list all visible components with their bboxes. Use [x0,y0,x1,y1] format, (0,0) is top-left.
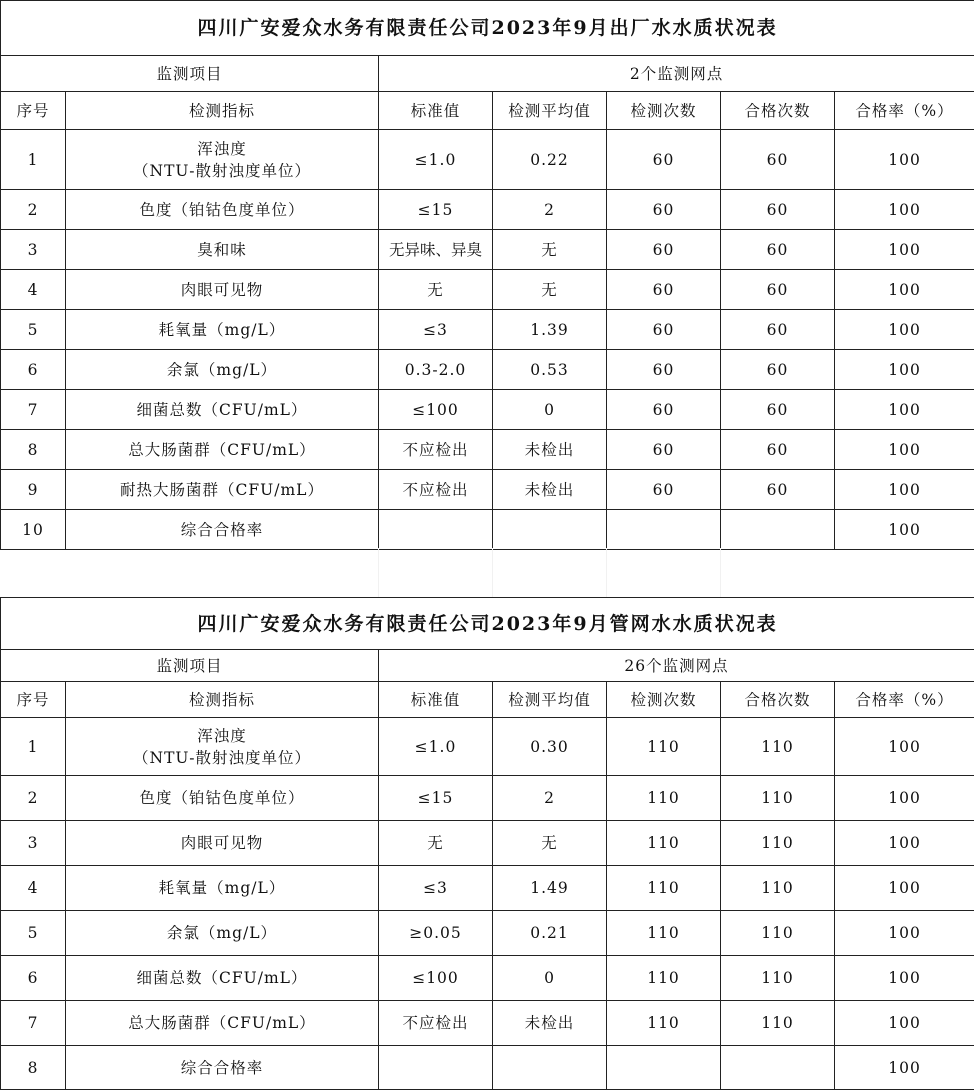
cell-standard: ≥0.05 [379,911,493,956]
cell-no: 2 [1,776,66,821]
cell-pass: 60 [721,130,835,190]
col-header-standard: 标准值 [379,682,493,718]
cell-count [607,510,721,550]
monitoring-sites-header: 2个监测网点 [379,56,974,92]
cell-average: 未检出 [493,430,607,470]
cell-indicator: 肉眼可见物 [66,270,379,310]
cell-count: 60 [607,130,721,190]
cell-average: 0.21 [493,911,607,956]
cell-standard: ≤3 [379,866,493,911]
cell-count: 60 [607,230,721,270]
table-row [1,911,974,956]
cell-count [607,1046,721,1090]
cell-indicator: 肉眼可见物 [66,821,379,866]
cell-no: 10 [1,510,66,550]
cell-average: 未检出 [493,1001,607,1046]
cell-indicator: 臭和味 [66,230,379,270]
cell-count: 110 [607,821,721,866]
cell-count: 110 [607,956,721,1001]
cell-standard [379,1046,493,1090]
cell-count: 110 [607,776,721,821]
table-body [1,1,974,550]
cell-indicator: 耐热大肠菌群（CFU/mL） [66,470,379,510]
cell-count: 110 [607,866,721,911]
cell-standard: 无异味、异臭 [379,230,493,270]
cell-standard: 不应检出 [379,1001,493,1046]
cell-no: 8 [1,1046,66,1090]
cell-standard [379,510,493,550]
cell-count: 60 [607,430,721,470]
cell-pass: 60 [721,350,835,390]
cell-standard: 无 [379,270,493,310]
cell-average: 0 [493,390,607,430]
cell-rate: 100 [835,911,974,956]
table-row [1,776,974,821]
cell-count: 60 [607,350,721,390]
cell-no: 4 [1,270,66,310]
cell-standard: 不应检出 [379,430,493,470]
indicator-line-1: 浑浊度 [197,139,247,158]
cell-standard: ≤1.0 [379,718,493,776]
cell-rate: 100 [835,310,974,350]
col-header-average: 检测平均值 [493,682,607,718]
cell-average: 1.39 [493,310,607,350]
cell-indicator: 余氯（mg/L） [66,350,379,390]
monitoring-project-header: 监测项目 [1,650,379,682]
table-body [1,598,974,1090]
cell-average: 1.49 [493,866,607,911]
indicator-line-1: 浑浊度 [197,726,247,745]
col-header-no: 序号 [1,682,66,718]
table-title: 四川广安爱众水务有限责任公司2023年9月出厂水水质状况表 [1,1,974,56]
table-row [1,130,974,190]
cell-rate: 100 [835,956,974,1001]
cell-pass: 110 [721,821,835,866]
table-row [1,470,974,510]
cell-pass: 110 [721,956,835,1001]
col-header-pass: 合格次数 [721,92,835,130]
cell-no: 1 [1,718,66,776]
col-header-pass: 合格次数 [721,682,835,718]
cell-average [493,510,607,550]
cell-no: 3 [1,230,66,270]
cell-count: 60 [607,270,721,310]
cell-rate: 100 [835,866,974,911]
cell-indicator: 色度（铂钴色度单位） [66,190,379,230]
cell-pass: 60 [721,470,835,510]
cell-rate: 100 [835,1001,974,1046]
col-header-count: 检测次数 [607,92,721,130]
cell-indicator [66,718,379,776]
table-row [1,230,974,270]
cell-no: 6 [1,350,66,390]
col-header-rate: 合格率（%） [835,682,974,718]
cell-average: 无 [493,230,607,270]
cell-pass: 60 [721,430,835,470]
table-row [1,270,974,310]
cell-average: 2 [493,776,607,821]
cell-no: 2 [1,190,66,230]
gap-divider [492,548,493,597]
table-row [1,430,974,470]
col-header-rate: 合格率（%） [835,92,974,130]
cell-average: 无 [493,821,607,866]
cell-no: 9 [1,470,66,510]
cell-standard: ≤15 [379,776,493,821]
col-header-average: 检测平均值 [493,92,607,130]
gap-divider [378,548,379,597]
cell-indicator: 综合合格率 [66,510,379,550]
table-row [1,1001,974,1046]
indicator-line-2: （NTU-散射浊度单位） [133,748,311,767]
cell-no: 5 [1,310,66,350]
cell-no: 7 [1,390,66,430]
cell-indicator: 余氯（mg/L） [66,911,379,956]
table-row [1,821,974,866]
cell-average: 0.30 [493,718,607,776]
cell-average [493,1046,607,1090]
cell-count: 60 [607,310,721,350]
cell-rate: 100 [835,270,974,310]
cell-indicator: 总大肠菌群（CFU/mL） [66,430,379,470]
cell-pass [721,510,835,550]
cell-pass: 110 [721,866,835,911]
cell-count: 60 [607,190,721,230]
cell-standard: 无 [379,821,493,866]
cell-rate: 100 [835,821,974,866]
cell-standard: 不应检出 [379,470,493,510]
gap-divider [720,548,721,597]
cell-average: 0.22 [493,130,607,190]
cell-no: 1 [1,130,66,190]
column-header-row [1,682,974,718]
cell-pass: 60 [721,190,835,230]
cell-indicator: 耗氧量（mg/L） [66,866,379,911]
table-row [1,956,974,1001]
cell-no: 6 [1,956,66,1001]
cell-indicator: 细菌总数（CFU/mL） [66,956,379,1001]
cell-no: 5 [1,911,66,956]
cell-average: 未检出 [493,470,607,510]
cell-no: 3 [1,821,66,866]
cell-indicator [66,130,379,190]
cell-count: 110 [607,718,721,776]
cell-standard: 0.3-2.0 [379,350,493,390]
cell-pass: 60 [721,390,835,430]
cell-indicator: 综合合格率 [66,1046,379,1090]
cell-standard: ≤15 [379,190,493,230]
cell-standard: ≤100 [379,390,493,430]
cell-rate: 100 [835,1046,974,1090]
table-row [1,350,974,390]
cell-indicator: 总大肠菌群（CFU/mL） [66,1001,379,1046]
cell-standard: ≤1.0 [379,130,493,190]
cell-pass: 110 [721,718,835,776]
table-row [1,310,974,350]
cell-pass: 110 [721,911,835,956]
cell-rate: 100 [835,190,974,230]
col-header-indicator: 检测指标 [66,682,379,718]
cell-average: 2 [493,190,607,230]
col-header-count: 检测次数 [607,682,721,718]
cell-pass: 60 [721,270,835,310]
cell-indicator: 耗氧量（mg/L） [66,310,379,350]
cell-rate: 100 [835,718,974,776]
gap-divider [606,548,607,597]
cell-pass: 60 [721,230,835,270]
cell-rate: 100 [835,776,974,821]
col-header-indicator: 检测指标 [66,92,379,130]
table-gap [0,548,974,597]
cell-pass: 110 [721,776,835,821]
cell-rate: 100 [835,350,974,390]
cell-rate: 100 [835,510,974,550]
cell-average: 无 [493,270,607,310]
table-row-summary [1,1046,974,1090]
cell-count: 60 [607,470,721,510]
cell-indicator: 细菌总数（CFU/mL） [66,390,379,430]
cell-rate: 100 [835,230,974,270]
network-water-quality-table [0,597,974,1090]
cell-average: 0.53 [493,350,607,390]
quality-table [0,597,974,1090]
cell-no: 8 [1,430,66,470]
col-header-standard: 标准值 [379,92,493,130]
cell-no: 7 [1,1001,66,1046]
table-row [1,718,974,776]
cell-pass [721,1046,835,1090]
table-row [1,190,974,230]
cell-rate: 100 [835,470,974,510]
cell-average: 0 [493,956,607,1001]
table-row [1,390,974,430]
table-row-summary [1,510,974,550]
cell-standard: ≤100 [379,956,493,1001]
cell-pass: 110 [721,1001,835,1046]
monitoring-project-header: 监测项目 [1,56,379,92]
column-header-row [1,92,974,130]
cell-no: 4 [1,866,66,911]
table-title: 四川广安爱众水务有限责任公司2023年9月管网水水质状况表 [1,598,974,650]
cell-pass: 60 [721,310,835,350]
col-header-no: 序号 [1,92,66,130]
cell-count: 60 [607,390,721,430]
cell-standard: ≤3 [379,310,493,350]
cell-rate: 100 [835,390,974,430]
cell-rate: 100 [835,130,974,190]
cell-count: 110 [607,1001,721,1046]
cell-rate: 100 [835,430,974,470]
cell-indicator: 色度（铂钴色度单位） [66,776,379,821]
indicator-line-2: （NTU-散射浊度单位） [133,161,311,180]
monitoring-sites-header: 26个监测网点 [379,650,974,682]
cell-count: 110 [607,911,721,956]
table-row [1,866,974,911]
